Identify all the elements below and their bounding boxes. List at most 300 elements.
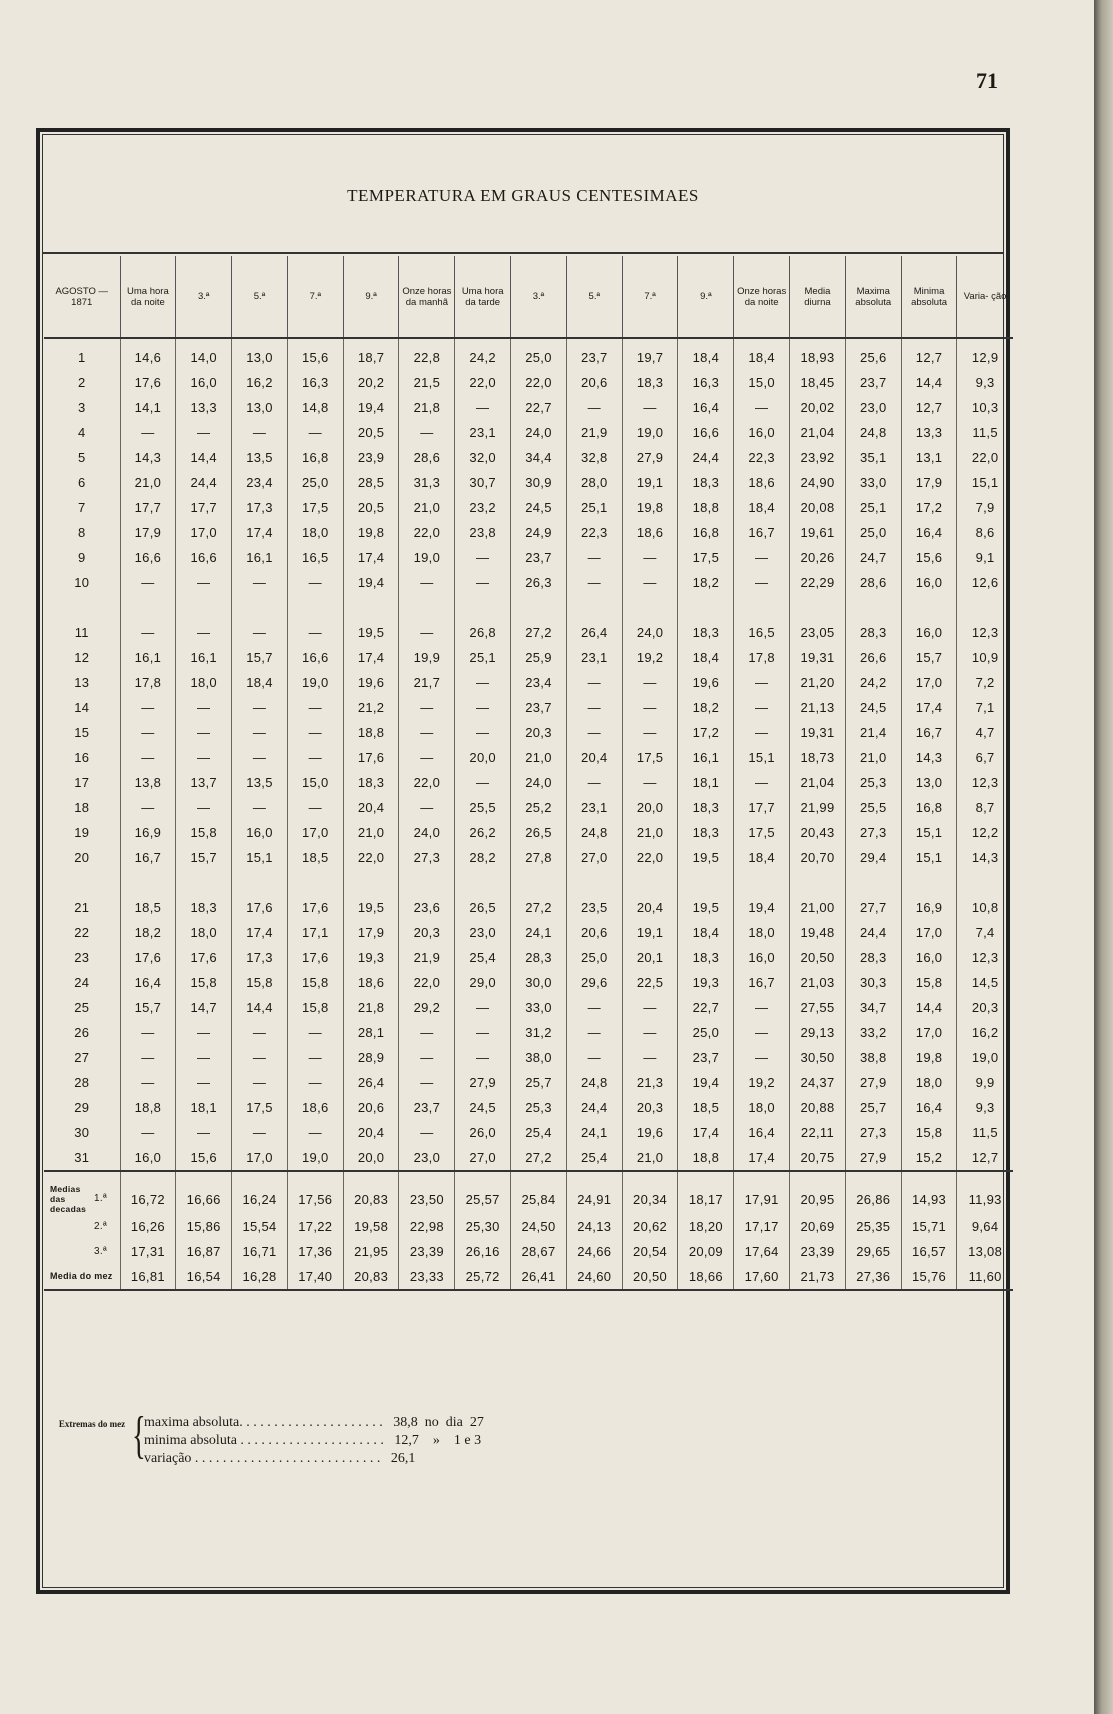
table-cell: — [232,695,288,720]
table-cell: 25,9 [511,645,567,670]
table-cell: 10,8 [971,900,999,915]
table-cell: 18,4 [678,645,734,670]
table-cell: 15,1 [734,745,790,770]
table-cell: 17,60 [734,1264,790,1290]
table-cell: 29,65 [845,1239,901,1264]
table-row [44,970,1013,995]
table-cell: 12,3 [971,625,999,640]
table-cell: 18,7 [343,338,399,370]
table-cell: 12,7 [957,1145,1013,1171]
table-cell: 13,3 [176,395,232,420]
table-cell: 21,13 [790,695,846,720]
table-row [44,1120,1013,1145]
table-cell: — [232,620,288,645]
table-cell: 20,3 [399,920,455,945]
table-cell: 12,2 [971,825,999,840]
table-cell: — [232,570,288,595]
table-cell: 25,84 [511,1171,567,1214]
table-cell: 20,3 [971,1000,999,1015]
table-cell: — [120,695,176,720]
table-cell: 13,0 [232,395,288,420]
table-row [44,1020,1013,1045]
table-cell: — [287,1120,343,1145]
column-header: AGOSTO — 1871 [44,256,120,338]
table-row [44,1045,1013,1070]
decade-average-row [44,1214,1013,1239]
table-row [44,1145,1013,1171]
table-cell: 16,7 [120,845,176,870]
table-cell: 17,64 [734,1239,790,1264]
table-cell: 16,0 [176,370,232,395]
table-cell: 15,86 [176,1214,232,1239]
table-cell: 24,8 [566,1070,622,1095]
table-cell: 18,0 [176,670,232,695]
table-cell: 16,0 [120,1145,176,1171]
table-cell: 15,8 [901,970,957,995]
table-cell: 23,50 [399,1171,455,1214]
table-cell: 24,91 [566,1171,622,1214]
table-cell: — [455,1020,511,1045]
extremes-label: Extremas do mez [58,1419,126,1429]
table-cell: — [176,695,232,720]
table-cell: 19,1 [622,470,678,495]
table-cell: 21,5 [399,370,455,395]
table-cell: 26,2 [455,820,511,845]
table-cell: 11,5 [972,425,998,440]
table-cell: 20,6 [566,370,622,395]
table-cell: 30 [44,1120,120,1145]
table-cell: 16,28 [232,1264,288,1290]
table-cell: 22 [44,920,120,945]
table-cell: 16,9 [120,820,176,845]
table-cell: 20,34 [622,1171,678,1214]
table-cell: 21,0 [399,495,455,520]
table-cell: 27,0 [455,1145,511,1171]
table-cell: 18,3 [678,470,734,495]
table-cell: 21,04 [790,770,846,795]
table-cell: 14,8 [287,395,343,420]
table-cell: 22,29 [790,570,846,595]
page-title: TEMPERATURA EM GRAUS CENTESIMAES [347,186,699,205]
table-cell: 21,2 [343,695,399,720]
table-cell: 16,1 [120,645,176,670]
table-cell: 16,71 [232,1239,288,1264]
table-cell: 28,5 [343,470,399,495]
table-row [44,995,1013,1020]
table-cell: 18,5 [287,845,343,870]
table-cell: 15,8 [287,970,343,995]
table-cell: 21 [44,895,120,920]
table-cell: 15,1 [232,845,288,870]
table-cell: 31,3 [399,470,455,495]
table-cell: 24,0 [511,420,567,445]
table-cell: — [176,1020,232,1045]
table-cell: — [622,670,678,695]
table-cell: 16,7 [734,520,790,545]
table-cell: 16,0 [901,620,957,645]
table-cell: 19,3 [343,945,399,970]
table-cell: 23,39 [399,1239,455,1264]
table-cell: — [622,395,678,420]
table-cell: 24,0 [622,620,678,645]
table-cell: 14,4 [901,370,957,395]
table-cell: 5 [44,445,120,470]
table-cell: 25,0 [566,945,622,970]
table-row [44,495,1013,520]
table-cell: 18,0 [176,920,232,945]
table-cell: 26,8 [455,620,511,645]
table-cell: 22,0 [455,370,511,395]
table-cell: 16,24 [232,1171,288,1214]
table-cell: 27,9 [622,445,678,470]
table-cell: 20,26 [790,545,846,570]
table-cell: 20,83 [343,1264,399,1290]
table-cell: 14,7 [176,995,232,1020]
table-cell: 24,66 [566,1239,622,1264]
table-cell: 27,0 [566,845,622,870]
column-header: Onze horas da noite [734,256,790,338]
table-cell: 9,9 [975,1075,995,1090]
table-cell: 19,9 [399,645,455,670]
column-header: 7.ª [287,256,343,338]
table-cell: 21,0 [120,470,176,495]
table-cell: 18,66 [678,1264,734,1290]
table-cell: 24,7 [845,545,901,570]
table-cell: 18,4 [678,920,734,945]
table-cell: 17,4 [232,920,288,945]
table-cell: 14 [44,695,120,720]
table-cell: — [566,1045,622,1070]
table-cell: 23,1 [566,645,622,670]
table-cell: 17,8 [120,670,176,695]
table-cell: — [455,770,511,795]
table-cell: 17,4 [343,545,399,570]
table-cell: 28,1 [343,1020,399,1045]
table-cell: 19,0 [971,1050,999,1065]
table-cell: 28,0 [566,470,622,495]
table-cell: 26,5 [511,820,567,845]
table-cell: — [622,695,678,720]
table-cell: 30,50 [790,1045,846,1070]
table-cell: — [176,1120,232,1145]
table-cell: 25,57 [455,1171,511,1214]
table-cell: — [622,1045,678,1070]
column-header: 3.ª [511,256,567,338]
table-cell: 16,2 [971,1025,999,1040]
table-cell: 26,5 [455,895,511,920]
table-cell: 20,4 [622,895,678,920]
table-cell: 16,1 [678,745,734,770]
table-cell: 18,3 [343,770,399,795]
table-cell: 27,7 [845,895,901,920]
table-cell: 15,8 [232,970,288,995]
table-cell: 11 [44,620,120,645]
table-cell: 9 [44,545,120,570]
table-cell: — [399,795,455,820]
table-cell: 19,0 [287,670,343,695]
table-cell: — [287,1045,343,1070]
table-cell: 24,37 [790,1070,846,1095]
table-cell: 19,7 [622,338,678,370]
table-cell: 19,5 [678,895,734,920]
table-cell: 18,8 [678,495,734,520]
table-cell: 12 [44,645,120,670]
table-cell: 17,1 [287,920,343,945]
decades-caption: Medias das decadas [50,1184,87,1214]
table-cell: 18,6 [287,1095,343,1120]
table-cell: 23,7 [678,1045,734,1070]
table-cell: 20,50 [622,1264,678,1290]
table-header-row [44,256,1013,338]
table-cell: — [232,1120,288,1145]
table-cell: — [399,1070,455,1095]
table-cell: 23,1 [455,420,511,445]
table-cell: 17,3 [232,495,288,520]
table-cell: — [734,670,790,695]
table-cell: 13,5 [232,445,288,470]
table-cell: 17,7 [176,495,232,520]
table-cell: 23,0 [845,395,901,420]
table-cell: 19,31 [790,645,846,670]
table-cell: 22,5 [622,970,678,995]
table-cell: — [622,570,678,595]
table-cell: 20,3 [511,720,567,745]
table-cell: 16,0 [734,945,790,970]
table-cell: 20,70 [790,845,846,870]
table-cell: 24,4 [678,445,734,470]
table-cell: — [176,1070,232,1095]
table-cell: 11,5 [972,1125,998,1140]
table-cell: 17,0 [901,920,957,945]
table-cell: 28,6 [845,570,901,595]
table-cell: 23,7 [511,545,567,570]
table-cell: 27,55 [790,995,846,1020]
table-cell: — [287,695,343,720]
table-cell: 17,56 [287,1171,343,1214]
table-cell: 16,0 [232,820,288,845]
table-cell: 25,1 [455,645,511,670]
table-cell: 17,6 [176,945,232,970]
table-cell: 18,0 [734,1095,790,1120]
table-cell: 17,9 [120,520,176,545]
table-cell: 23,8 [455,520,511,545]
table-cell: 19,0 [622,420,678,445]
table-cell: 9,3 [975,375,995,390]
table-cell: 14,0 [176,338,232,370]
table-cell: 19,2 [734,1070,790,1095]
table-cell: 13,08 [968,1244,1003,1259]
table-cell: 19,0 [287,1145,343,1171]
table-cell: 16,9 [901,895,957,920]
table-cell: 16,4 [901,1095,957,1120]
table-cell: 17,2 [901,495,957,520]
table-cell: 22,0 [399,770,455,795]
table-cell: 17,7 [734,795,790,820]
table-cell: — [566,695,622,720]
table-cell: 20,2 [343,370,399,395]
table-cell: 24,1 [511,920,567,945]
table-cell: 26 [44,1020,120,1045]
table-cell: 17,6 [120,370,176,395]
table-cell: 20,50 [790,945,846,970]
table-cell: 15,0 [287,770,343,795]
table-cell: 33,0 [511,995,567,1020]
table-cell: — [566,670,622,695]
table-cell: 15,7 [176,845,232,870]
table-cell: 17,5 [287,495,343,520]
table-cell: 23,9 [343,445,399,470]
table-cell: — [734,720,790,745]
table-cell: 23,2 [455,495,511,520]
table-cell: 18,17 [678,1171,734,1214]
table-cell: — [120,620,176,645]
table-cell: 24,5 [511,495,567,520]
table-cell: 26,0 [455,1120,511,1145]
table-cell: — [120,420,176,445]
table-cell: 19,3 [678,970,734,995]
table-cell: 17,40 [287,1264,343,1290]
table-cell: 18,4 [734,495,790,520]
table-cell: — [455,395,511,420]
table-cell: 17,0 [287,820,343,845]
table-cell: 18,3 [678,820,734,845]
table-cell: — [566,570,622,595]
table-cell: 23,7 [845,370,901,395]
table-cell: 22,0 [399,970,455,995]
table-cell: 17,6 [120,945,176,970]
table-cell: 13,5 [232,770,288,795]
table-cell: 23,7 [566,338,622,370]
table-cell: 22,0 [343,845,399,870]
table-cell: 16 [44,745,120,770]
table-cell: 26,3 [511,570,567,595]
table-cell: 18,5 [678,1095,734,1120]
table-cell: 24,2 [455,338,511,370]
table-row [44,720,1013,745]
table-cell: 15,8 [901,1120,957,1145]
table-cell: 19,5 [678,845,734,870]
table-cell: 22,11 [790,1120,846,1145]
table-cell: 20,6 [566,920,622,945]
table-cell: 24,5 [845,695,901,720]
table-cell: 20,83 [343,1171,399,1214]
table-cell: 18,6 [343,970,399,995]
table-cell: 17,6 [232,895,288,920]
table-row [44,1070,1013,1095]
table-cell: — [566,1020,622,1045]
table-cell: 28,67 [511,1239,567,1264]
table-cell: 19,31 [790,720,846,745]
table-cell: 34,4 [511,445,567,470]
table-cell: 17,7 [120,495,176,520]
table-cell: 12,3 [971,950,999,965]
table-cell: 16,66 [176,1171,232,1214]
table-cell: — [287,1070,343,1095]
table-cell: 14,3 [971,850,999,865]
decade-number: 2.ª [94,1220,107,1232]
table-cell: — [120,1120,176,1145]
table-cell: 21,04 [790,420,846,445]
table-cell: — [399,695,455,720]
table-cell: 16,72 [120,1171,176,1214]
table-cell: 19,5 [343,620,399,645]
table-cell: 24,1 [566,1120,622,1145]
table-cell: 16,54 [176,1264,232,1290]
decade-number: 3.ª [94,1245,107,1257]
table-cell: 32,0 [455,445,511,470]
table-cell: 25,4 [455,945,511,970]
table-cell: 25,3 [511,1095,567,1120]
table-cell: 25,5 [845,795,901,820]
table-cell: 21,7 [399,670,455,695]
table-cell: 27 [44,1045,120,1070]
table-cell: 20,5 [343,495,399,520]
table-cell: 17,5 [734,820,790,845]
table-cell: 18 [44,795,120,820]
table-cell: 19,4 [734,895,790,920]
table-cell: 14,4 [232,995,288,1020]
table-cell: 18,3 [678,945,734,970]
table-cell: 25,2 [511,795,567,820]
table-cell: — [176,420,232,445]
table-cell: 16,6 [287,645,343,670]
table-cell: 15,1 [901,845,957,870]
table-row [44,945,1013,970]
decade-number: 1.ª [94,1193,107,1204]
column-header: 9.ª [678,256,734,338]
table-cell: 19,6 [622,1120,678,1145]
table-cell: 24,0 [511,770,567,795]
month-label: Media do mez [44,1264,120,1290]
table-cell: 22,0 [511,370,567,395]
table-cell: 24,8 [845,420,901,445]
table-cell: 20,0 [343,1145,399,1171]
table-cell: 18,4 [678,338,734,370]
table-cell: 15,0 [734,370,790,395]
table-cell: 19,1 [622,920,678,945]
table-cell: 16,87 [176,1239,232,1264]
table-cell: 20,95 [790,1171,846,1214]
column-header: Media diurna [790,256,846,338]
table-cell: 18,0 [287,520,343,545]
table-row [44,338,1013,370]
table-cell: 16,5 [287,545,343,570]
table-cell: 28,3 [845,620,901,645]
table-cell: 20,69 [790,1214,846,1239]
table-cell: 16,1 [176,645,232,670]
table-cell: 15,1 [971,475,999,490]
table-row [44,620,1013,645]
table-cell: 28 [44,1070,120,1095]
table-cell: 12,9 [971,350,999,365]
table-cell: 28,3 [845,945,901,970]
table-cell: — [232,720,288,745]
table-cell: 18,73 [790,745,846,770]
table-cell: — [287,1020,343,1045]
table-cell: 17,17 [734,1214,790,1239]
table-cell: 18,93 [790,338,846,370]
table-cell: 13 [44,670,120,695]
table-row [44,445,1013,470]
table-cell: 22,0 [399,520,455,545]
table-cell: 17,4 [678,1120,734,1145]
table-cell: 24,90 [790,470,846,495]
column-header: 3.ª [176,256,232,338]
table-cell: 27,2 [511,620,567,645]
table-cell: 18,6 [622,520,678,545]
table-cell: — [399,1045,455,1070]
table-cell: 29,2 [399,995,455,1020]
